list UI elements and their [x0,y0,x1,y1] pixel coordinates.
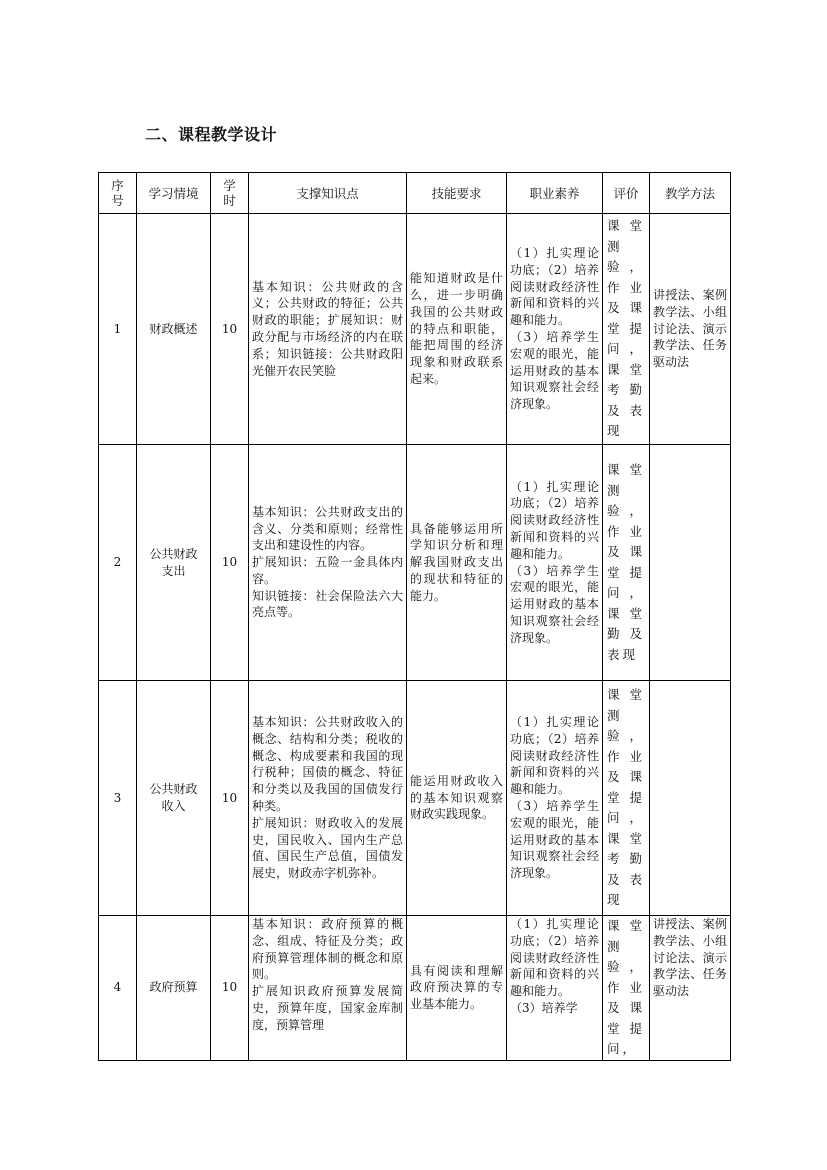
row-literacy: （1）扎实理论功底；（2）培养阅读财政经济性新闻和资料的兴趣和能力。 （3）培养学 [507,916,603,1061]
table-row [99,445,731,681]
row-method: 讲授法、案例教学法、小组讨论法、演示教学法、任务驱动法 [650,916,731,1061]
header-eval: 评价 [603,173,650,214]
row-eval-cell [603,681,650,916]
header-knowledge: 支撑知识点 [249,173,407,214]
row-eval: 课堂测验，作业及课堂提问，课堂勤及表现 [607,462,645,662]
row-knowledge: 基本知识：公共财政收入的概念、结构和分类；税收的概念、构成要素和我国的现行税种；国债的概念、特征和分类以及我国的国债发行种类。 扩展知识：财政收入的发展史，国民收入、国内生产总值、国民生产总值，国债发展史，财政赤字机弥补。 [249,681,407,916]
table-row [99,681,731,916]
row-eval-cell [603,445,650,681]
row-knowledge: 基本知识：公共财政支出的含义、分类和原则；经常性支出和建设性的内容。 扩展知识：五险一金具体内容。 知识链接：社会保险法六大亮点等。 [249,445,407,681]
row-eval: 课堂测验，作业及课堂提问，课堂考勤及表现 [607,687,645,908]
row-skills: 能知道财政是什么，进一步明确我国的公共财政的特点和职能，能把周围的经济现象和财政联系起来。 [407,214,507,445]
header-scenario: 学习情境 [137,173,211,214]
header-method: 教学方法 [650,173,731,214]
header-literacy: 职业素养 [507,173,603,214]
row-eval-cell [603,214,650,445]
row-eval-cell [603,916,650,1061]
row-knowledge: 基本知识：政府预算的概念、组成、特征及分类；政府预算管理体制的概念和原则。 扩展知识政府预算发展简史，预算年度，国家金库制度，预算管理 [249,916,407,1061]
row-scenario: 政府预算 [137,916,211,1061]
row-hours: 10 [211,445,249,681]
row-skills: 能运用财政收入的基本知识观察财政实践现象。 [407,681,507,916]
row-seq: 3 [99,681,137,916]
row-method [650,445,731,681]
row-method: 讲授法、案例教学法、小组讨论法、演示教学法、任务驱动法 [650,214,731,445]
row-literacy: （1）扎实理论功底；（2）培养阅读财政经济性新闻和资料的兴趣和能力。 （3）培养学生宏观的眼光，能运用财政的基本知识观察社会经济现象。 [507,214,603,445]
row-seq: 1 [99,214,137,445]
row-literacy: （1）扎实理论功底；（2）培养阅读财政经济性新闻和资料的兴趣和能力。 （3）培养学生宏观的眼光，能运用财政的基本知识观察社会经济现象。 [507,445,603,681]
row-seq: 2 [99,445,137,681]
row-hours: 10 [211,916,249,1061]
row-scenario: 公共财政 支出 [137,445,211,681]
table-row [99,214,731,445]
table-row [99,916,731,1061]
row-skills: 具有阅读和理解政府预决算的专业基本能力。 [407,916,507,1061]
row-seq: 4 [99,916,137,1061]
header-hours: 学 时 [211,173,249,214]
row-scenario: 公共财政 收入 [137,681,211,916]
row-eval: 课堂测验，作业及课堂提问， [607,918,645,1056]
table-header-row [99,173,731,214]
row-eval: 课堂测验，作业及课堂提问，课堂考勤及表现 [607,218,645,439]
row-hours: 10 [211,681,249,916]
course-design-table [98,172,731,1061]
row-hours: 10 [211,214,249,445]
row-scenario: 财政概述 [137,214,211,445]
row-knowledge: 基本知识：公共财政的含义；公共财政的特征；公共财政的职能；扩展知识：财政分配与市场经济的内在联系；知识链接：公共财政阳光催开农民笑脸 [249,214,407,445]
section-title: 二、课程教学设计 [145,125,278,144]
header-skills: 技能要求 [407,173,507,214]
row-skills: 具备能够运用所学知识分析和理解我国财政支出的现状和特征的能力。 [407,445,507,681]
header-seq: 序 号 [99,173,137,214]
row-method [650,681,731,916]
row-literacy: （1）扎实理论功底；（2）培养阅读财政经济性新闻和资料的兴趣和能力。 （3）培养学生宏观的眼光，能运用财政的基本知识观察社会经济现象。 [507,681,603,916]
